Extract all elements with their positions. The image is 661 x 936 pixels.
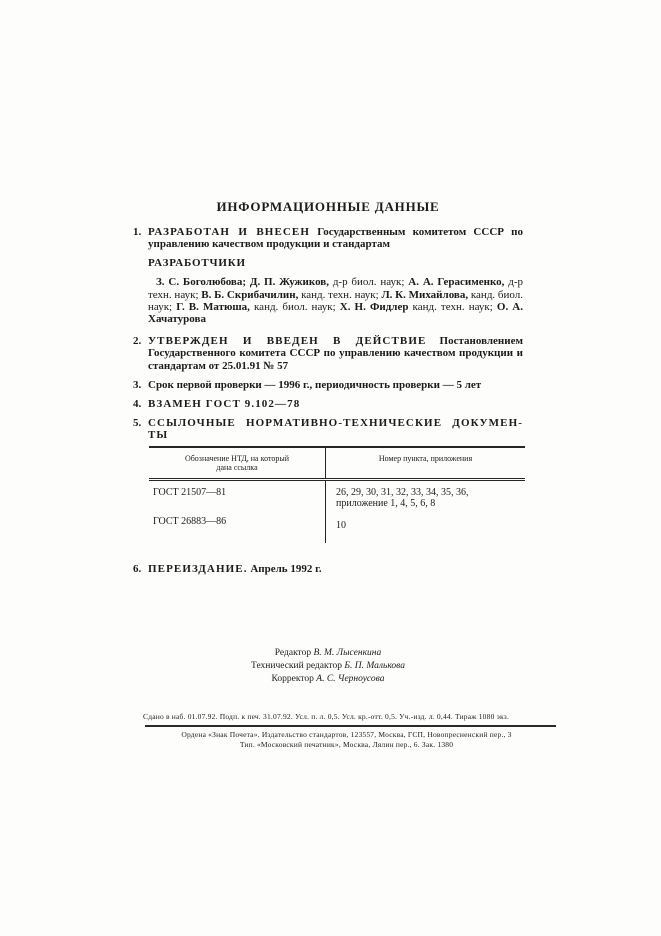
table-cell-ref: ГОСТ 21507—81 (153, 486, 227, 498)
item-text (148, 563, 523, 575)
item-head: УТВЕРЖДЕН И ВВЕДЕН В ДЕЙСТВИЕ (148, 335, 427, 348)
item-head-line2: ТЫ (148, 429, 169, 442)
page-content (133, 199, 523, 749)
item-rest: Государственным комитетом СССР по управлению качеством продукции и стандартам (148, 226, 524, 251)
text-segment: А. А. Герасименко, (408, 276, 505, 289)
item-head-line1: ССЫЛОЧНЫЕ НОРМАТИВНО-ТЕХНИЧЕСКИЕ ДОКУМЕН- (148, 417, 523, 430)
item-text (148, 417, 523, 441)
editor-name: В. М. Лысенкина (313, 648, 382, 659)
item-number: 6. (133, 563, 142, 576)
text-segment: О. А. Хачатурова (148, 300, 523, 326)
proofreader-name: А. С. Черноусова (316, 673, 385, 684)
header-line: Номер пункта, приложения (378, 453, 473, 463)
item-number: 3. (133, 378, 142, 391)
header-line: Обозначение НТД, на который (184, 453, 290, 463)
text-segment: канд. техн. наук; (408, 300, 497, 313)
item-head: РАЗРАБОТАН И ВНЕСЕН (148, 226, 311, 238)
reference-documents-table (149, 446, 525, 544)
tech-editor-role: Технический редактор (251, 661, 345, 672)
proofreader-line (133, 673, 523, 686)
header-line: дана ссылка (216, 463, 258, 473)
item-6-reissue (133, 563, 523, 575)
staff-block (133, 647, 523, 685)
imprint-line: Сдано в наб. 01.07.92. Подп. к печ. 31.07.92. Усл. п. л. 0,5. Усл. кр.-отт. 0,5. Уч.-изд. л. 0,44. Тираж 1080 экз. (143, 711, 510, 721)
item-text (148, 335, 523, 372)
text-segment: З. С. Боголюбова; (156, 276, 250, 289)
text-segment: д-р техн. наук; (148, 276, 523, 301)
publisher-block (145, 730, 548, 749)
item-text (148, 379, 523, 391)
publisher-address: Ордена «Знак Почета». Издательство стандартов, 123557, Москва, ГСП, Новопресненский пер., 3 (181, 730, 512, 740)
item-text (148, 226, 523, 250)
item-3-first-check (133, 379, 523, 391)
text-segment: д-р биол. наук; (329, 276, 409, 289)
table-cell-points: 26, 29, 30, 31, 32, 33, 34, 35, 36, приложение 1, 4, 5, 6, 8 (325, 481, 525, 514)
table-cell-ref: ГОСТ 26883—86 (153, 515, 227, 527)
text-segment: Г. В. Матюша, (176, 300, 250, 313)
table-cell-points: 10 (325, 514, 525, 544)
editor-line (133, 647, 523, 660)
page-title: ИНФОРМАЦИОННЫЕ ДАННЫЕ (216, 199, 440, 214)
table-header-points (325, 448, 525, 478)
table-header-designation (149, 448, 325, 478)
item-rest: Срок первой проверки — 1996 г., периодичность проверки — 5 лет (148, 378, 482, 391)
developers-list (148, 276, 523, 325)
table-body (149, 481, 525, 544)
item-1-developed-by (133, 226, 523, 250)
table-row (149, 514, 525, 544)
text-segment: канд. биол. наук; (148, 288, 523, 313)
item-number: 1. (133, 226, 142, 238)
item-number: 5. (133, 417, 142, 430)
item-2-approved (133, 335, 523, 372)
text-segment: канд. биол. наук; (249, 300, 340, 313)
text-segment: Л. К. Михайлова, (381, 288, 469, 301)
item-text (148, 398, 523, 410)
item-rest: Постановлением Государственного комитета СССР по управлению качеством продукции и стандартам от 25.01.91 № 57 (148, 335, 523, 372)
item-number: 4. (133, 398, 142, 411)
editor-role: Редактор (274, 648, 314, 659)
table-row (149, 481, 525, 514)
printer-address: Тип. «Московский печатник», Москва, Лялин пер., 6. Зак. 1380 (239, 739, 454, 749)
text-segment: Д. П. Жужиков, (249, 276, 329, 289)
tech-editor-name: Б. П. Малькова (344, 661, 405, 672)
table-header-row (149, 448, 525, 481)
item-5-reference-ntd (133, 417, 523, 441)
text-segment: В. Б. Скрибачилин, (201, 288, 299, 301)
text-segment: канд. техн. наук; (298, 288, 382, 301)
item-head: ВЗАМЕН ГОСТ 9.102—78 (148, 398, 301, 411)
item-number: 2. (133, 335, 142, 348)
tech-editor-line (133, 660, 523, 673)
developers-heading: РАЗРАБОТЧИКИ (148, 257, 246, 270)
imprint-divider (145, 725, 556, 727)
text-segment: Х. Н. Фидлер (339, 300, 409, 313)
item-rest: Апрель 1992 г. (250, 563, 322, 576)
item-head: ПЕРЕИЗДАНИЕ. (148, 563, 248, 576)
proofreader-role: Корректор (271, 673, 317, 684)
item-4-replaces (133, 398, 523, 410)
